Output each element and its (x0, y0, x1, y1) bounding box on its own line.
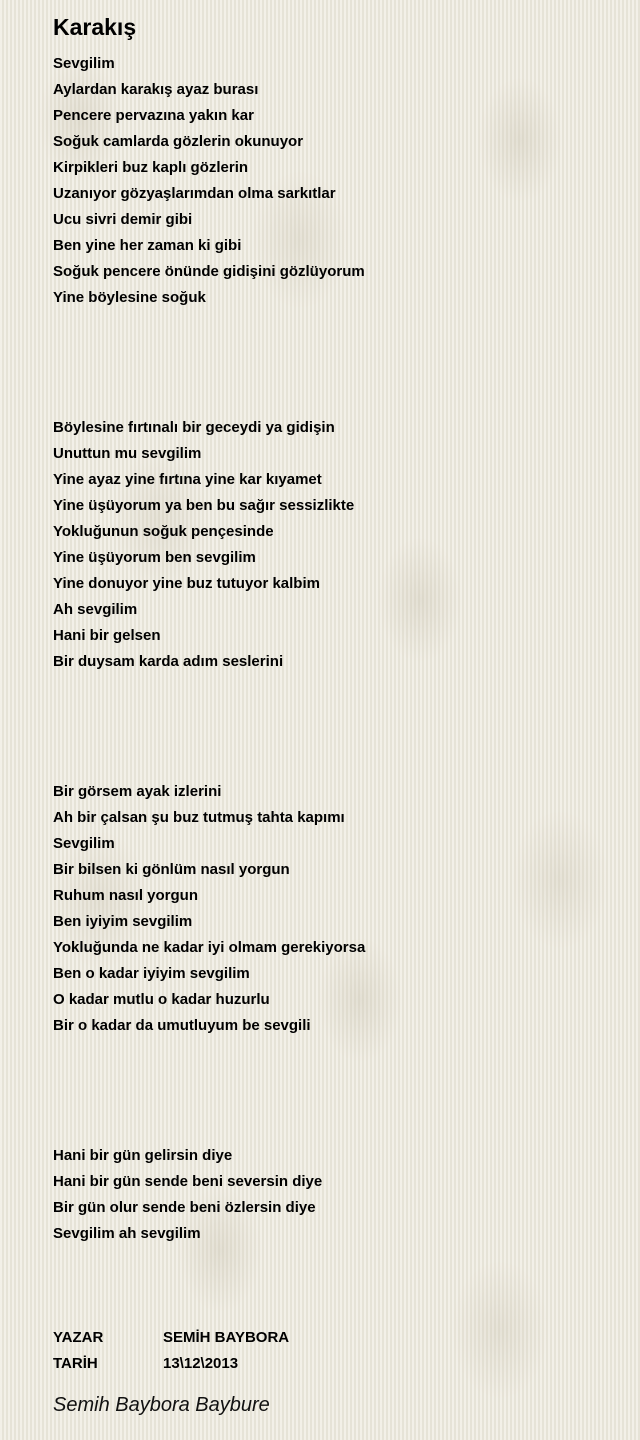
poem-line: Yine ayaz yine fırtına yine kar kıyamet (53, 471, 322, 488)
poem-line: Bir bilsen ki gönlüm nasıl yorgun (53, 861, 290, 878)
poem-line: Uzanıyor gözyaşlarımdan olma sarkıtlar (53, 185, 336, 202)
poem-line: Aylardan karakış ayaz burası (53, 81, 259, 98)
stanza-3 (53, 779, 613, 1039)
stanza-1 (53, 51, 613, 311)
poem-line: Bir gün olur sende beni özlersin diye (53, 1199, 316, 1216)
poem-line: Yokluğunda ne kadar iyi olmam gerekiyorsa (53, 939, 366, 956)
date-value: 13\12\2013 (163, 1355, 239, 1372)
poem-line: Ben iyiyim sevgilim (53, 913, 193, 930)
poem-meta (53, 1325, 613, 1377)
author-signature: Semih Baybora Baybure (53, 1394, 270, 1416)
poem-line: Soğuk pencere önünde gidişini gözlüyorum (53, 263, 365, 280)
poem-line: Sevgilim (53, 55, 115, 72)
stanza-4 (53, 1143, 613, 1247)
stanza-2 (53, 415, 613, 675)
poem-line: Ah bir çalsan şu buz tutmuş tahta kapımı (53, 809, 345, 826)
poem-line: Ben o kadar iyiyim sevgilim (53, 965, 250, 982)
date-row (53, 1351, 613, 1377)
poem-line: Hani bir gün sende beni seversin diye (53, 1173, 323, 1190)
poem-line: Yine üşüyorum ben sevgilim (53, 549, 256, 566)
poem-line: Bir o kadar da umutluyum be sevgili (53, 1017, 311, 1034)
author-row (53, 1325, 613, 1351)
poem-line: Ah sevgilim (53, 601, 138, 618)
poem-line: Yine üşüyorum ya ben bu sağır sessizlikte (53, 497, 355, 514)
author-label: YAZAR (53, 1329, 104, 1346)
author-name: SEMİH BAYBORA (163, 1329, 290, 1346)
poem-line: Unuttun mu sevgilim (53, 445, 202, 462)
poem-line: Ucu sivri demir gibi (53, 211, 193, 228)
poem-line: Yine böylesine soğuk (53, 289, 206, 306)
date-label: TARİH (53, 1355, 98, 1372)
poem-line: Ben yine her zaman ki gibi (53, 237, 242, 254)
poem-line: Soğuk camlarda gözlerin okunuyor (53, 133, 304, 150)
poem-line: Sevgilim (53, 835, 115, 852)
poem-line: Hani bir gelsen (53, 627, 161, 644)
poem-line: Sevgilim ah sevgilim (53, 1225, 201, 1242)
poem-line: Ruhum nasıl yorgun (53, 887, 199, 904)
poem-line: Hani bir gün gelirsin diye (53, 1147, 233, 1164)
poem (53, 12, 613, 1419)
poem-line: Yine donuyor yine buz tutuyor kalbim (53, 575, 320, 592)
poem-line: Bir görsem ayak izlerini (53, 783, 222, 800)
poem-line: O kadar mutlu o kadar huzurlu (53, 991, 270, 1008)
poem-line: Pencere pervazına yakın kar (53, 107, 254, 124)
poem-line: Bir duysam karda adım seslerini (53, 653, 284, 670)
poem-title: Karakış (53, 14, 137, 40)
poem-line: Böylesine fırtınalı bir geceydi ya gidişin (53, 419, 335, 436)
poem-line: Kirpikleri buz kaplı gözlerin (53, 159, 249, 176)
poem-line: Yokluğunun soğuk pençesinde (53, 523, 274, 540)
